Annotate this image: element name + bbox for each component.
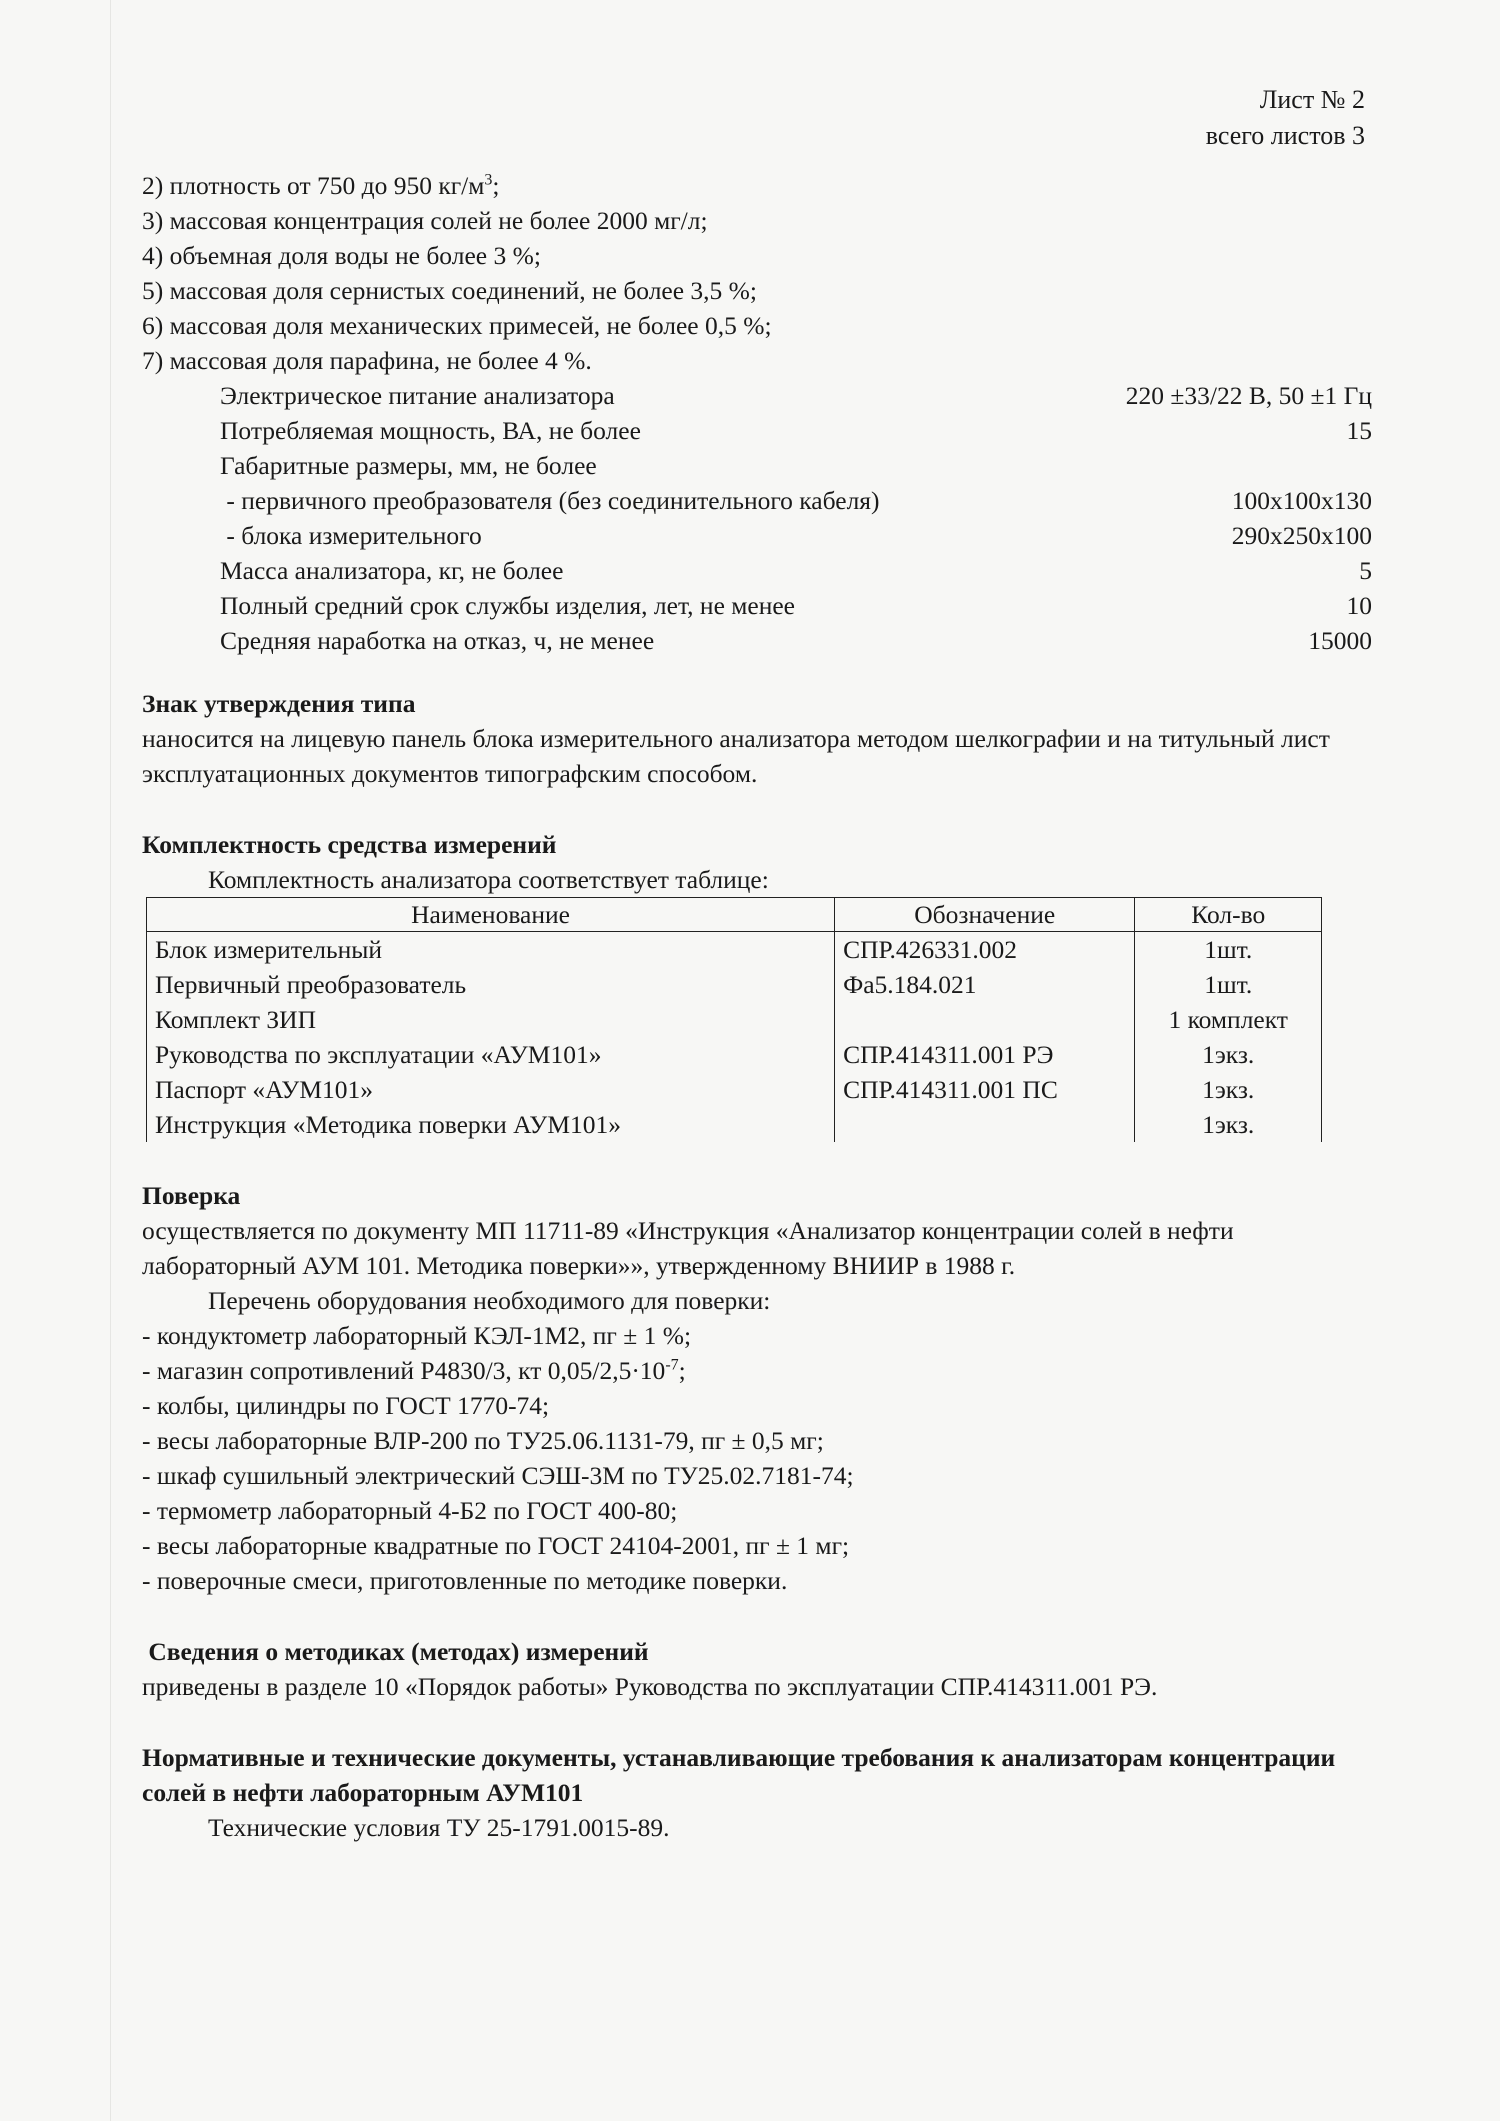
kit-table-header	[147, 898, 1322, 932]
list-item: - весы лабораторные ВЛР-200 по ТУ25.06.1131-79, пг ± 0,5 мг;	[142, 1426, 824, 1455]
verification-text: осуществляется по документу МП 11711-89 «Инструкция «Анализатор концентрации солей в нефти лабораторный АУМ 101. Методика поверки»», утвержденному ВНИИР в 1988 г.	[142, 1216, 1234, 1280]
normative-heading: Нормативные и технические документы, устанавливающие требования к анализаторам концентрации солей в нефти лабораторным АУМ101	[142, 1743, 1336, 1807]
spec-row: Электрическое питание анализатора 220 ±33/22 В, 50 ±1 Гц	[220, 381, 1372, 410]
kit-table	[146, 897, 1322, 1142]
document-body	[142, 168, 1372, 1845]
property-line: 7) массовая доля парафина, не более 4 %.	[142, 346, 592, 375]
sheet-number: Лист № 2	[1259, 85, 1365, 114]
sheet-total: всего листов 3	[1205, 121, 1365, 150]
list-item: - поверочные смеси, приготовленные по методике поверки.	[142, 1566, 788, 1595]
spec-row: - блока измерительного 290х250х100	[220, 521, 1372, 550]
cell-name: Блок измерительный	[147, 932, 835, 968]
methods-text: приведены в разделе 10 «Порядок работы» Руководства по эксплуатации СПР.414311.001 РЭ.	[142, 1672, 1158, 1701]
header-name: Наименование	[147, 898, 835, 932]
cell-quantity: 1экз.	[1135, 1107, 1322, 1142]
properties-list	[142, 168, 1372, 378]
cell-quantity: 1шт.	[1135, 932, 1322, 968]
kit-intro: Комплектность анализатора соответствует таблице:	[208, 865, 769, 894]
cell-name: Руководства по эксплуатации «АУМ101»	[147, 1037, 835, 1072]
cell-quantity: 1шт.	[1135, 967, 1322, 1002]
cell-quantity: 1 комплект	[1135, 1002, 1322, 1037]
list-item: - магазин сопротивлений Р4830/3, кт $0,05/2,5\cdot 10^{-7}$;	[142, 1356, 686, 1385]
property-line: 4) объемная доля воды не более 3 %;	[142, 241, 541, 270]
spec-row: Потребляемая мощность, ВА, не более 15	[220, 416, 1372, 445]
table-row	[147, 1002, 1322, 1037]
specifications	[220, 378, 1372, 658]
normative-text: Технические условия ТУ 25-1791.0015-89.	[208, 1813, 670, 1842]
table-row	[147, 932, 1322, 968]
list-item: - кондуктометр лабораторный КЭЛ-1М2, пг ± 1 %;	[142, 1321, 692, 1350]
cell-name: Комплект ЗИП	[147, 1002, 835, 1037]
cell-name: Паспорт «АУМ101»	[147, 1072, 835, 1107]
header-quantity: Кол-во	[1135, 898, 1322, 932]
page-edge-shadow	[110, 0, 111, 2121]
list-item: - колбы, цилиндры по ГОСТ 1770-74;	[142, 1391, 550, 1420]
cell-designation: СПР.414311.001 РЭ	[835, 1037, 1135, 1072]
cell-designation: Фа5.184.021	[835, 967, 1135, 1002]
equipment-intro: Перечень оборудования необходимого для поверки:	[208, 1286, 771, 1315]
property-line: 2) плотность от 750 до 950 $кг/м^3$;	[142, 171, 500, 200]
cell-name: Первичный преобразователь	[147, 967, 835, 1002]
cell-quantity: 1экз.	[1135, 1037, 1322, 1072]
equipment-list	[142, 1318, 1372, 1598]
cell-designation	[835, 1002, 1135, 1037]
cell-designation: СПР.414311.001 ПС	[835, 1072, 1135, 1107]
sheet-header	[1206, 82, 1365, 154]
header-designation: Обозначение	[835, 898, 1135, 932]
list-item: - шкаф сушильный электрический СЭШ-3М по ТУ25.02.7181-74;	[142, 1461, 854, 1490]
property-line: 3) массовая концентрация солей не более 2000 мг/л;	[142, 206, 708, 235]
cell-designation: СПР.426331.002	[835, 932, 1135, 968]
table-row	[147, 1072, 1322, 1107]
cell-quantity: 1экз.	[1135, 1072, 1322, 1107]
kit-heading: Комплектность средства измерений	[142, 830, 557, 859]
spec-row: Полный средний срок службы изделия, лет, не менее 10	[220, 591, 1372, 620]
spec-row: Масса анализатора, кг, не более 5	[220, 556, 1372, 585]
property-line: 5) массовая доля сернистых соединений, не более 3,5 %;	[142, 276, 758, 305]
spec-row: Габаритные размеры, мм, не более	[220, 451, 597, 480]
cell-designation	[835, 1107, 1135, 1142]
approval-text: наносится на лицевую панель блока измерительного анализатора методом шелкографии и на титульный лист эксплуатационных документов типографским способом.	[142, 724, 1330, 788]
methods-heading: Сведения о методиках (методах) измерений	[142, 1637, 649, 1666]
list-item: - термометр лабораторный 4-Б2 по ГОСТ 400-80;	[142, 1496, 678, 1525]
spec-row: - первичного преобразователя (без соединительного кабеля) 100х100х130	[220, 486, 1372, 515]
table-row	[147, 1107, 1322, 1142]
table-row	[147, 1037, 1322, 1072]
property-line: 6) массовая доля механических примесей, не более 0,5 %;	[142, 311, 772, 340]
spec-row: Средняя наработка на отказ, ч, не менее 15000	[220, 626, 1372, 655]
table-row	[147, 967, 1322, 1002]
cell-name: Инструкция «Методика поверки АУМ101»	[147, 1107, 835, 1142]
list-item: - весы лабораторные квадратные по ГОСТ 24104-2001, пг ± 1 мг;	[142, 1531, 850, 1560]
verification-heading: Поверка	[142, 1181, 241, 1210]
approval-heading: Знак утверждения типа	[142, 689, 416, 718]
